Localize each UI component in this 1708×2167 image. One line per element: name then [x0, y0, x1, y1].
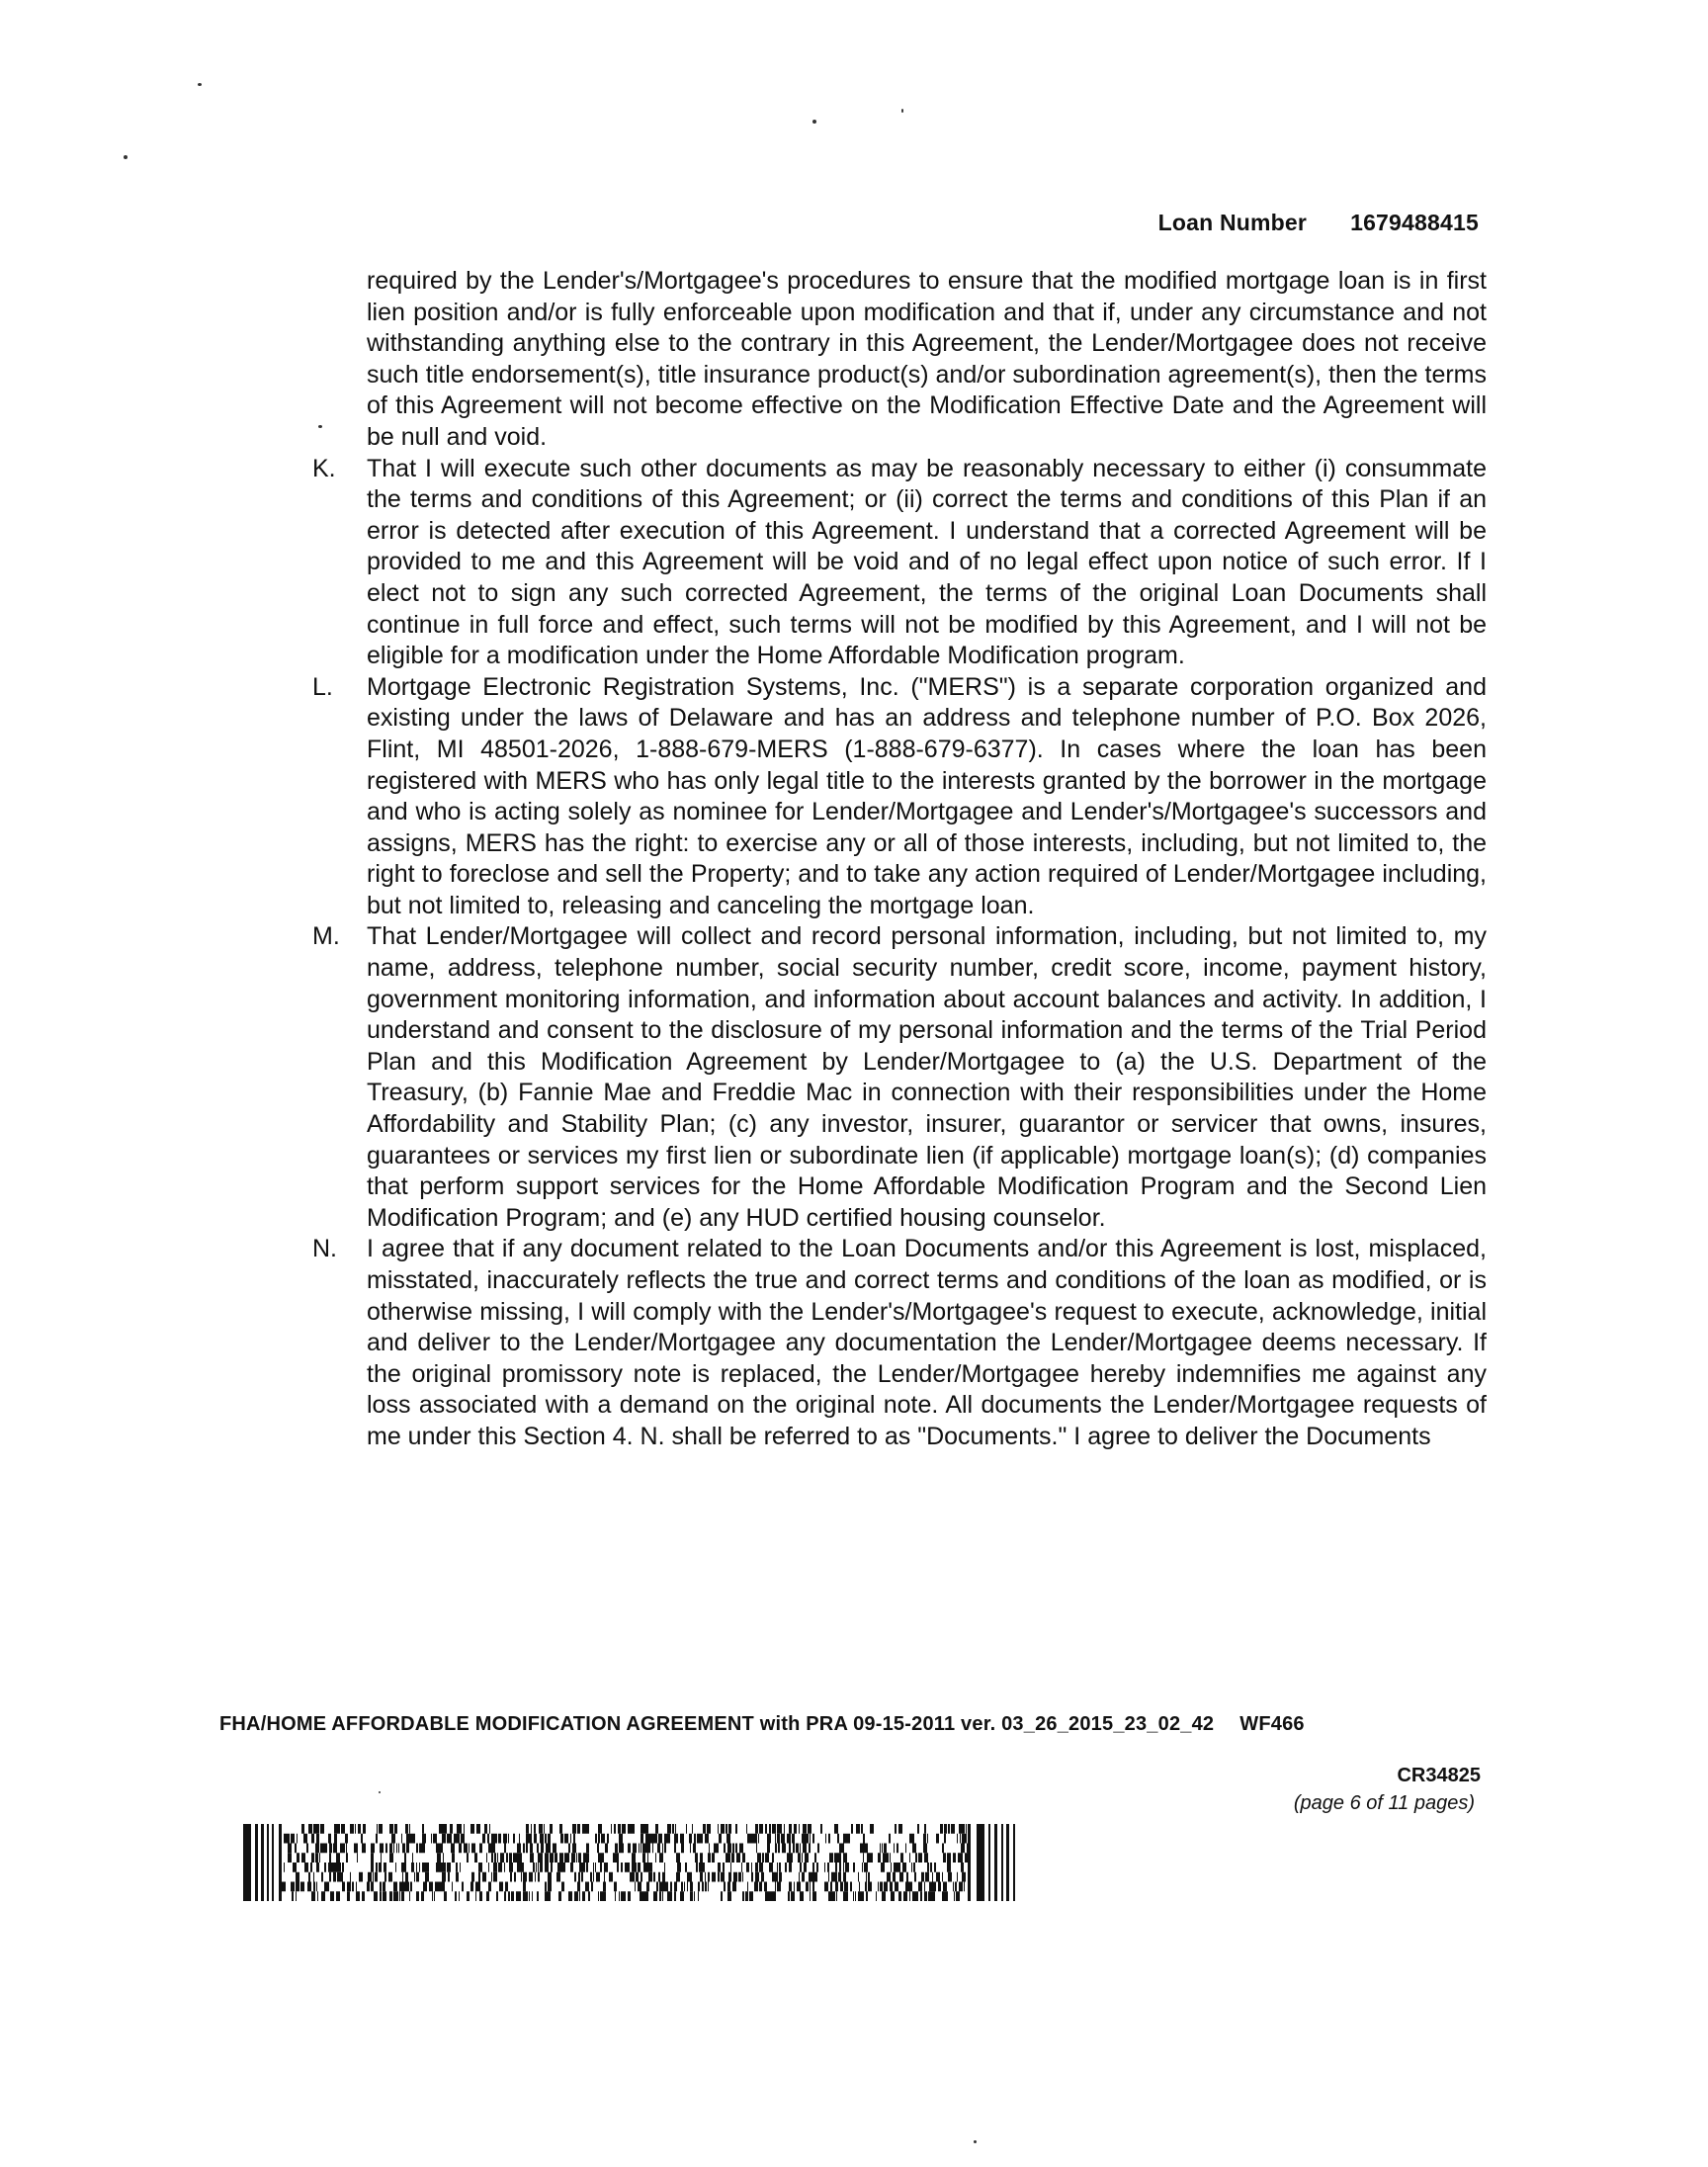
scan-speck: [379, 1791, 381, 1793]
item-letter: M.: [312, 922, 340, 951]
list-item-n: [312, 1234, 1487, 1452]
scan-speck: [198, 83, 202, 86]
loan-number-value: 1679488415: [1350, 210, 1479, 235]
scan-speck: [124, 155, 128, 159]
item-letter: N.: [312, 1235, 337, 1263]
cr-code: CR34825: [1397, 1765, 1481, 1786]
loan-number-header: [1158, 210, 1479, 236]
item-text: That I will execute such other documents as may be reasonably necessary to either (i) consummate the terms and conditions of this Agreement; or (ii) correct the terms and conditions of this Plan if an error is detected after execution of this Agreement. I understand that a corrected Agreement will be provided to me and this Agreement will be void and of no legal effect upon notice of such error. If I elect not to sign any such corrected Agreement, the terms of the original Loan Documents shall continue in full force and effect, such terms will not be modified by this Agreement, and I will not be eligible for a modification under the Home Affordable Modification program.: [367, 454, 1487, 670]
footer-form-title: [219, 1713, 1305, 1736]
list-item-k: [312, 454, 1487, 672]
agreement-body: [312, 266, 1487, 1453]
item-text: Mortgage Electronic Registration Systems, Inc. ("MERS") is a separate corporation organized and existing under the laws of Delaware and has an address and telephone number of P.O. Box 2026, Flint, MI 48501-2026, 1-888-679-MERS (1-888-679-6377). In cases where the loan has been registered with MERS who has only legal title to the interests granted by the borrower in the mortgage and who is acting solely as nominee for Lender/Mortgagee and Lender's/Mortgagee's successors and assigns, MERS has the right: to exercise any or all of those interests, including, but not limited to, the right to foreclose and sell the Property; and to take any action required of Lender/Mortgagee including, but not limited to, releasing and canceling the mortgage loan.: [367, 672, 1487, 919]
list-item-l: [312, 672, 1487, 922]
continuation-paragraph: required by the Lender's/Mortgagee's procedures to ensure that the modified mortgage loan is in first lien position and/or is fully enforceable upon modification and that if, under any circumstance and not withstanding anything else to the contrary in this Agreement, the Lender/Mortgagee does not receive such title endorsement(s), title insurance product(s) and/or subordination agreement(s), then the terms of this Agreement will not become effective on the Modification Effective Date and the Agreement will be null and void.: [367, 267, 1487, 451]
item-text: I agree that if any document related to the Loan Documents and/or this Agreement is lost, misplaced, misstated, inaccurately reflects the true and correct terms and conditions of the loan as modified, or is otherwise missing, I will comply with the Lender's/Mortgagee's request to execute, acknowledge, initial and deliver to the Lender/Mortgagee any documentation the Lender/Mortgagee deems necessary. If the original promissory note is replaced, the Lender/Mortgagee hereby indemnifies me against any loss associated with a demand on the original note. All documents the Lender/Mortgagee requests of me under this Section 4. N. shall be referred to as "Documents." I agree to deliver the Documents: [367, 1235, 1487, 1450]
footer-title-text: FHA/HOME AFFORDABLE MODIFICATION AGREEMENT with PRA 09-15-2011 ver. 03_26_2015_23_02_42: [219, 1713, 1215, 1735]
item-letter: L.: [312, 672, 333, 701]
barcode: [243, 1824, 1020, 1901]
item-text: That Lender/Mortgagee will collect and record personal information, including, but not limited to, my name, address, telephone number, social security number, credit score, income, payment history, government monitoring information, and information about account balances and activity. In addition, I understand and consent to the disclosure of my personal information and the terms of the Trial Period Plan and this Modification Agreement by Lender/Mortgagee to (a) the U.S. Department of the Treasury, (b) Fannie Mae and Freddie Mac in connection with their responsibilities under the Home Affordability and Stability Plan; (c) any investor, insurer, guarantor or servicer that owns, insures, guarantees or services my first lien or subordinate lien (if applicable) mortgage loan(s); (d) companies that perform support services for the Home Affordable Modification Program and the Second Lien Modification Program; and (e) any HUD certified housing counselor.: [367, 922, 1487, 1232]
list-item-m: [312, 921, 1487, 1234]
scan-speck: [812, 120, 816, 124]
scan-speck: [974, 2140, 977, 2143]
scan-speck: [901, 109, 903, 113]
page-count: (page 6 of 11 pages): [1293, 1792, 1475, 1814]
loan-number-label: Loan Number: [1157, 210, 1308, 235]
footer-form-code: WF466: [1239, 1713, 1305, 1735]
item-letter: K.: [312, 454, 336, 482]
